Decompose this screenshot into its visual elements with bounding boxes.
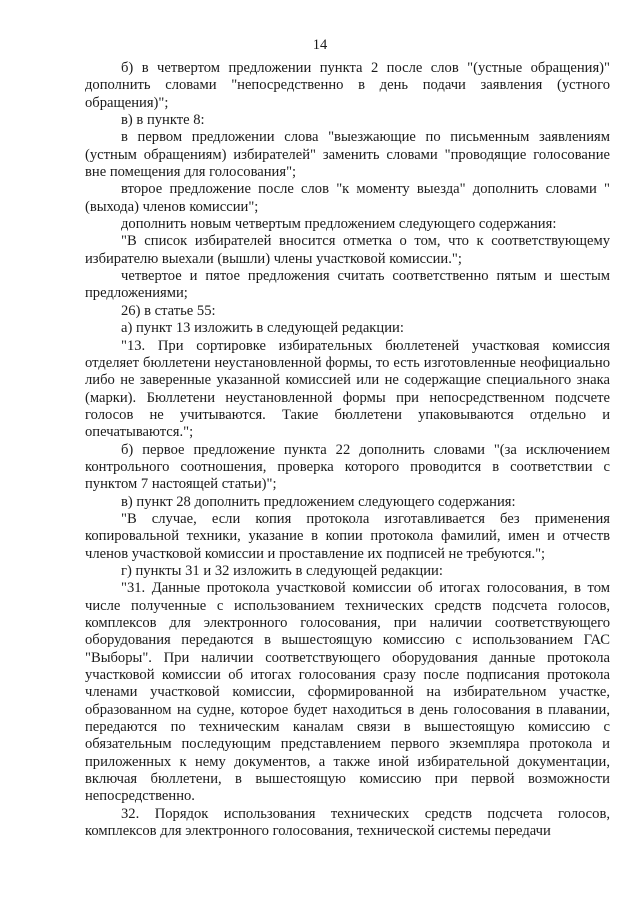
paragraph: "В случае, если копия протокола изготавливается без применения копировальной техники, указание в копии протокола фамилий, имен и отчеств членов участковой комиссии и проставление их подписей не требуются."; <box>85 510 610 562</box>
paragraph: а) пункт 13 изложить в следующей редакции: <box>121 320 404 337</box>
paragraph: г) пункты 31 и 32 изложить в следующей редакции: <box>121 562 443 579</box>
paragraph: второе предложение после слов "к моменту выезда" дополнить словами "(выхода) членов комиссии"; <box>85 181 610 215</box>
paragraph: "31. Данные протокола участковой комиссии об итогах голосования, в том числе полученные с использованием технических средств подсчета голосов, комплексов для электронного голосования, при наличии соответствующего оборудования передаются в вышестоящую комиссию с использованием ГАС "Выборы". При наличии соответствующего оборудования данные протокола участковой комиссии об итогах голосования сразу после подписания протокола членами участковой комиссии, сформированной на избирательном участке, образованном на судне, которое будет находиться в день голосования в плавании, передаются по техническим каналам связи в вышестоящую комиссию с обязательным последующим представлением первого экземпляра протокола и приложенных к нему документов, а также иной избирательной документации, включая бюллетени, в вышестоящую комиссию при первой возможности непосредственно. <box>85 580 610 805</box>
paragraph: в) в пункте 8: <box>121 112 205 129</box>
paragraph: 26) в статье 55: <box>121 302 216 319</box>
paragraph: б) первое предложение пункта 22 дополнить словами "(за исключением контрольного соотношения, проверка которого проводится в соответствии с пунктом 7 настоящей статьи)"; <box>85 441 610 493</box>
paragraph: "13. При сортировке избирательных бюллетеней участковая комиссия отделяет бюллетени неустановленной формы, то есть изготовленные неофициально либо не заверенные указанной комиссией или не содержащие специального знака (марки). Бюллетени неустановленной формы при непосредственном подсчете голосов не учитываются. Такие бюллетени упаковываются отдельно и опечатываются."; <box>85 337 610 441</box>
page-number: 14 <box>312 37 328 53</box>
paragraph: "В список избирателей вносится отметка о том, что к соответствующему избирателю выехали (вышли) члены участковой комиссии."; <box>85 233 610 267</box>
paragraph: 32. Порядок использования технических средств подсчета голосов, комплексов для электронного голосования, технической системы передачи <box>85 805 610 840</box>
paragraph: в) пункт 28 дополнить предложением следующего содержания: <box>121 493 516 510</box>
paragraph: четвертое и пятое предложения считать соответственно пятым и шестым предложениями; <box>85 268 610 302</box>
document-body <box>85 60 610 840</box>
paragraph: б) в четвертом предложении пункта 2 после слов "(устные обращения)" дополнить словами "непосредственно в день подачи заявления (устного обращения)"; <box>85 60 610 111</box>
paragraph: дополнить новым четвертым предложением следующего содержания: <box>121 216 557 233</box>
paragraph: в первом предложении слова "выезжающие по письменным заявлениям (устным обращениям) избирателей" заменить словами "проводящие голосование вне помещения для голосования"; <box>85 129 610 181</box>
